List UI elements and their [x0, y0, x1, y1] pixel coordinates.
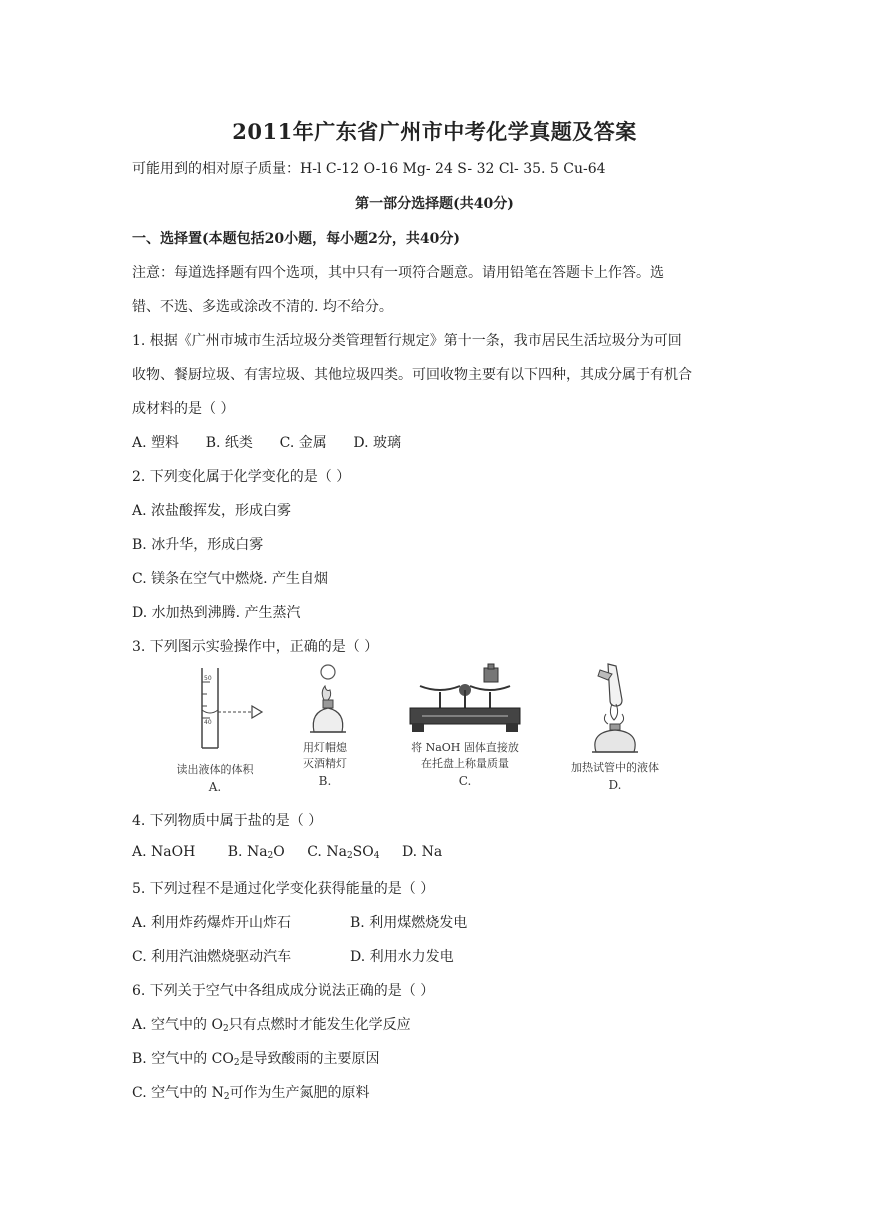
- figure-d-letter: D.: [608, 778, 622, 792]
- note-line-2: 错、不选、多选或涂改不清的. 均不给分。: [132, 299, 393, 315]
- q3-stem: 3. 下列图示实验操作中，正确的是（ ）: [132, 639, 379, 655]
- part-heading: 第一部分选择题(共40分): [355, 196, 514, 212]
- figure-c-letter: C.: [458, 774, 472, 788]
- q2-option-d: D. 水加热到沸腾. 产生蒸汽: [132, 605, 301, 621]
- q1-options: A. 塑料 B. 纸类 C. 金属 D. 玻璃: [132, 435, 402, 451]
- q1-line-3: 成材料的是（ ）: [132, 401, 235, 417]
- q2-option-b: B. 冰升华，形成白雾: [132, 537, 264, 553]
- q1-line-1: 1. 根据《广州市城市生活垃圾分类管理暂行规定》第十一条，我市居民生活垃圾分为可回: [132, 333, 682, 349]
- atomic-mass-line: 可能用到的相对原子质量：H-l C-12 O-16 Mg- 24 S- 32 Cl- 35. 5 Cu-64: [132, 161, 606, 177]
- alcohol-lamp-icon: [280, 660, 370, 740]
- note-line-1: 注意：每道选择题有四个选项，其中只有一项符合题意。请用铅笔在答题卡上作答。选: [132, 265, 664, 281]
- figure-b-caption-2: 灭酒精灯: [303, 757, 347, 770]
- figure-c-caption-2: 在托盘上称量质量: [421, 757, 509, 770]
- q3-figure: [150, 660, 690, 810]
- q2-stem: 2. 下列变化属于化学变化的是（ ）: [132, 469, 351, 485]
- q4-option-d: D. Na: [401, 844, 443, 860]
- test-tube-heating-icon: [550, 660, 680, 756]
- q6-stem: 6. 下列关于空气中各组成成分说法正确的是（ ）: [132, 983, 435, 999]
- q4-option-a: A. NaOH: [132, 844, 196, 860]
- tick-50-label: 50: [204, 675, 212, 682]
- section-heading: 一、选择置(本题包括20小题，每小题2分，共40分): [132, 231, 460, 247]
- q4-stem: 4. 下列物质中属于盐的是（ ）: [132, 813, 323, 829]
- figure-d-caption: 加热试管中的液体: [571, 761, 659, 774]
- page-title: 2011年广东省广州市中考化学真题及答案: [232, 119, 637, 144]
- figure-b-letter: B.: [318, 774, 332, 788]
- figure-a-caption: 读出液体的体积: [176, 763, 254, 776]
- figure-a-letter: A.: [208, 780, 222, 794]
- q5-option-b: B. 利用煤燃烧发电: [350, 915, 468, 931]
- figure-c: [400, 660, 530, 788]
- figure-d: [550, 660, 680, 792]
- balance-scale-icon: [400, 660, 530, 740]
- q5-stem: 5. 下列过程不是通过化学变化获得能量的是（ ）: [132, 881, 435, 897]
- tick-40-label: 40: [204, 719, 212, 726]
- q5-option-d: D. 利用水力发电: [350, 949, 454, 965]
- graduated-cylinder-icon: [160, 660, 270, 756]
- q2-option-a: A. 浓盐酸挥发，形成白雾: [132, 503, 292, 519]
- q4-option-c: C. $Na_2SO_4$: [307, 844, 380, 861]
- figure-b-caption-1: 用灯帽熄: [303, 741, 347, 754]
- q6-option-a: A. 空气中的 $O_2$只有点燃时才能发生化学反应: [132, 1017, 411, 1034]
- q1-line-2: 收物、餐厨垃圾、有害垃圾、其他垃圾四类。可回收物主要有以下四种，其成分属于有机合: [132, 367, 692, 383]
- q5-option-a: A. 利用炸药爆炸开山炸石: [132, 915, 292, 931]
- figure-b: [280, 660, 370, 788]
- q4-option-b: B. $Na_2O$: [227, 844, 285, 861]
- q6-option-b: B. 空气中的 $CO_2$是导致酸雨的主要原因: [132, 1051, 380, 1068]
- figure-c-caption-1: 将 NaOH 固体直接放: [411, 741, 519, 754]
- q4-options: [132, 844, 442, 861]
- q2-option-c: C. 镁条在空气中燃烧. 产生自烟: [132, 571, 329, 587]
- q6-option-c: C. 空气中的 $N_2$可作为生产氮肥的原料: [132, 1085, 370, 1102]
- figure-a: [160, 660, 270, 794]
- q5-option-c: C. 利用汽油燃烧驱动汽车: [132, 949, 292, 965]
